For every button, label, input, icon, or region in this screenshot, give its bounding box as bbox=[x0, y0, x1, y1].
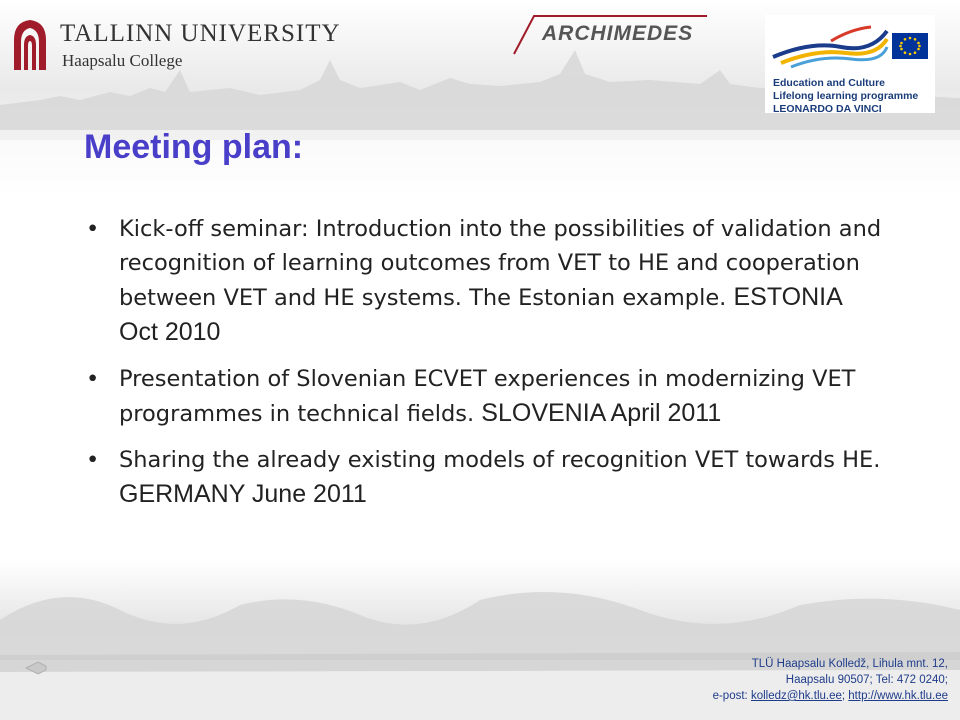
bullet-location-date: GERMANY June 2011 bbox=[119, 480, 367, 508]
meeting-plan-list bbox=[84, 212, 884, 524]
eu-program-line: Lifelong learning programme bbox=[773, 90, 919, 102]
tallinn-university-logo bbox=[10, 18, 341, 80]
archimedes-label: ARCHIMEDES bbox=[542, 22, 694, 45]
bullet-location-date: SLOVENIA April 2011 bbox=[481, 399, 722, 427]
bullet-location-date: ESTONIA Oct 2010 bbox=[119, 283, 842, 346]
college-name: Haapsalu College bbox=[62, 51, 183, 70]
llp-wave-icon bbox=[771, 21, 889, 71]
website-link[interactable]: http://www.hk.tlu.ee bbox=[848, 690, 948, 702]
email-link[interactable]: kolledz@hk.tlu.ee bbox=[750, 690, 842, 702]
slide-title: Meeting plan: bbox=[84, 128, 304, 166]
bullet-icon: • bbox=[86, 366, 100, 392]
eu-program-line: Education and Culture bbox=[773, 77, 886, 89]
footer-phone: Haapsalu 90507; Tel: 472 0240; bbox=[785, 674, 948, 686]
bullet-icon: • bbox=[86, 216, 100, 242]
bullet-text: Sharing the already existing models of recognition VET towards HE. bbox=[119, 447, 881, 473]
footer-address: TLÜ Haapsalu Kolledž, Lihula mnt. 12, bbox=[751, 658, 948, 670]
university-name: TALLINN UNIVERSITY bbox=[60, 20, 341, 47]
contact-footer bbox=[713, 656, 948, 704]
eu-program-text bbox=[773, 77, 918, 116]
footer-links bbox=[713, 688, 948, 704]
previous-slide-icon[interactable] bbox=[24, 660, 48, 676]
bullet-text: Presentation of Slovenian ECVET experiences in modernizing VET programmes in technical fields. bbox=[119, 366, 856, 427]
tlu-emblem-icon bbox=[10, 18, 50, 70]
bullet-text: Kick-off seminar: Introduction into the possibilities of validation and recognition of learning outcomes from VET to HE and cooperation between VET and HE systems. The Estonian example. bbox=[119, 216, 882, 311]
list-item bbox=[84, 362, 884, 431]
email-prefix: e-post: bbox=[712, 690, 751, 702]
list-item bbox=[84, 443, 884, 512]
list-item bbox=[84, 212, 884, 350]
eu-lifelong-learning-logo bbox=[765, 15, 935, 113]
eu-program-line: LEONARDO DA VINCI bbox=[773, 103, 882, 115]
bullet-icon: • bbox=[86, 447, 100, 473]
archimedes-logo bbox=[512, 14, 712, 56]
link-separator: ; bbox=[841, 690, 849, 702]
eu-flag-icon bbox=[892, 33, 928, 59]
